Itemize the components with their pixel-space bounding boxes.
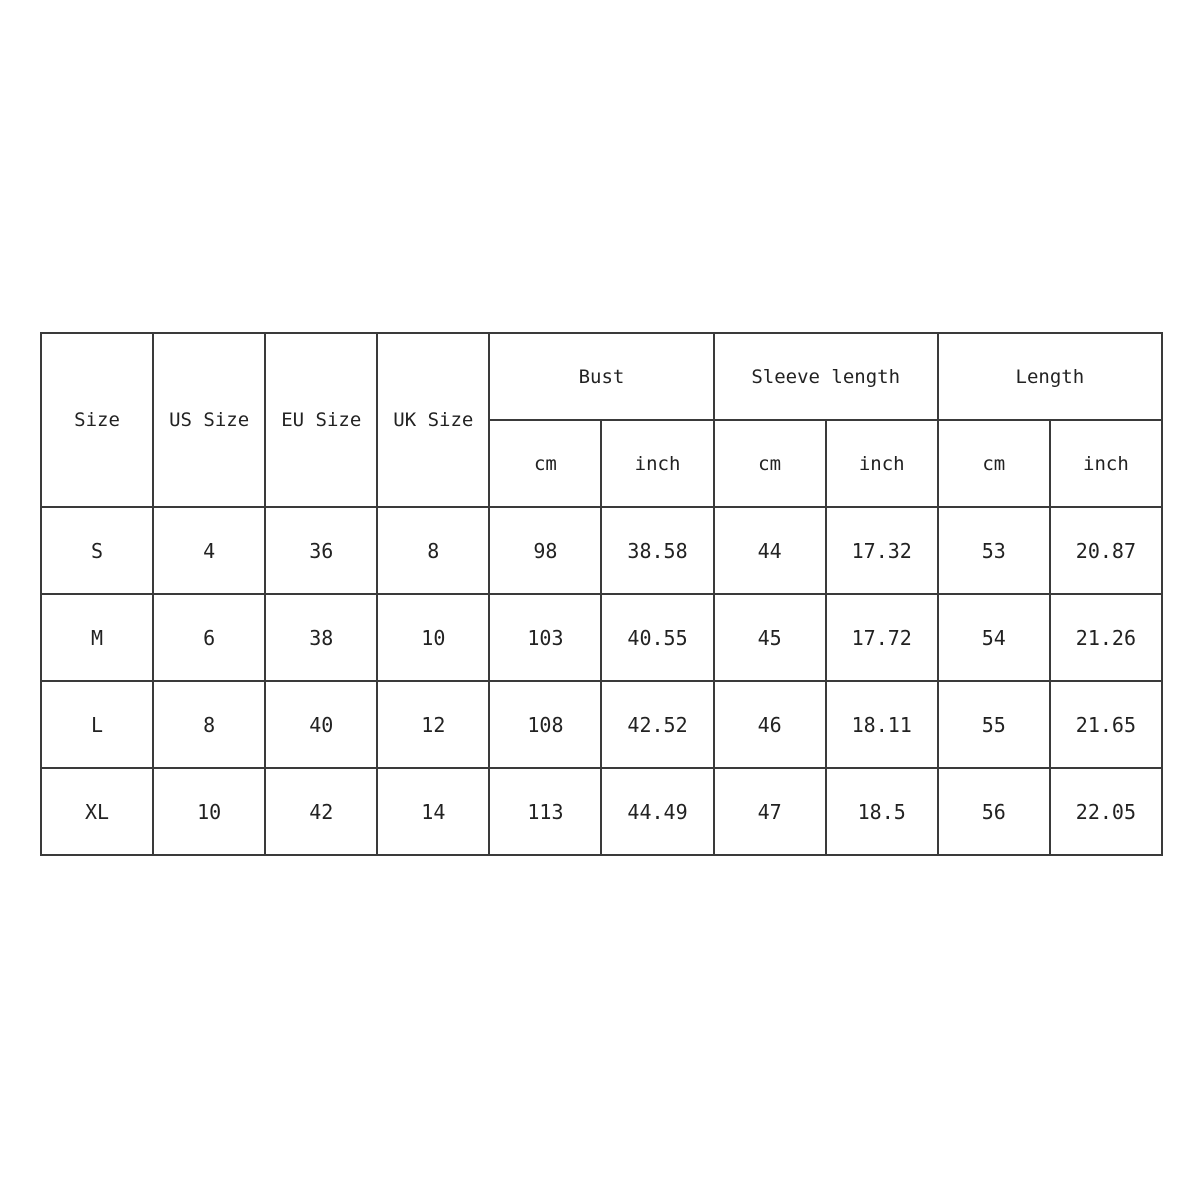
cell-bust-inch: 42.52: [601, 681, 713, 768]
cell-eu-size: 42: [265, 768, 377, 855]
cell-length-inch: 21.26: [1050, 594, 1162, 681]
header-uk-size: UK Size: [377, 333, 489, 507]
header-size: Size: [41, 333, 153, 507]
table-row: [41, 594, 1162, 681]
cell-us-size: 6: [153, 594, 265, 681]
size-chart-header: [41, 333, 1162, 507]
unit-bust-inch: inch: [601, 420, 713, 507]
cell-bust-cm: 108: [489, 681, 601, 768]
cell-size: M: [41, 594, 153, 681]
cell-us-size: 4: [153, 507, 265, 594]
cell-eu-size: 36: [265, 507, 377, 594]
table-row: [41, 681, 1162, 768]
cell-eu-size: 40: [265, 681, 377, 768]
cell-length-cm: 53: [938, 507, 1050, 594]
size-chart-body: [41, 507, 1162, 855]
cell-sleeve-cm: 44: [714, 507, 826, 594]
unit-bust-cm: cm: [489, 420, 601, 507]
cell-eu-size: 38: [265, 594, 377, 681]
cell-size: L: [41, 681, 153, 768]
unit-sleeve-inch: inch: [826, 420, 938, 507]
cell-bust-inch: 44.49: [601, 768, 713, 855]
cell-uk-size: 8: [377, 507, 489, 594]
unit-sleeve-cm: cm: [714, 420, 826, 507]
unit-length-cm: cm: [938, 420, 1050, 507]
cell-sleeve-inch: 18.5: [826, 768, 938, 855]
header-bust: Bust: [489, 333, 713, 420]
cell-uk-size: 14: [377, 768, 489, 855]
cell-length-inch: 21.65: [1050, 681, 1162, 768]
cell-uk-size: 10: [377, 594, 489, 681]
cell-us-size: 10: [153, 768, 265, 855]
cell-length-cm: 54: [938, 594, 1050, 681]
header-row-top: [41, 333, 1162, 420]
header-eu-size: EU Size: [265, 333, 377, 507]
table-row: [41, 768, 1162, 855]
cell-bust-inch: 40.55: [601, 594, 713, 681]
cell-bust-cm: 98: [489, 507, 601, 594]
cell-size: XL: [41, 768, 153, 855]
cell-sleeve-cm: 46: [714, 681, 826, 768]
cell-bust-cm: 113: [489, 768, 601, 855]
cell-length-inch: 20.87: [1050, 507, 1162, 594]
size-chart-table: [40, 332, 1163, 856]
cell-sleeve-inch: 17.72: [826, 594, 938, 681]
header-sleeve-length: Sleeve length: [714, 333, 938, 420]
cell-us-size: 8: [153, 681, 265, 768]
cell-length-cm: 56: [938, 768, 1050, 855]
cell-length-inch: 22.05: [1050, 768, 1162, 855]
cell-bust-cm: 103: [489, 594, 601, 681]
header-length: Length: [938, 333, 1162, 420]
cell-sleeve-cm: 45: [714, 594, 826, 681]
unit-length-inch: inch: [1050, 420, 1162, 507]
cell-sleeve-cm: 47: [714, 768, 826, 855]
cell-size: S: [41, 507, 153, 594]
cell-sleeve-inch: 18.11: [826, 681, 938, 768]
cell-sleeve-inch: 17.32: [826, 507, 938, 594]
table-row: [41, 507, 1162, 594]
header-us-size: US Size: [153, 333, 265, 507]
cell-uk-size: 12: [377, 681, 489, 768]
cell-length-cm: 55: [938, 681, 1050, 768]
cell-bust-inch: 38.58: [601, 507, 713, 594]
